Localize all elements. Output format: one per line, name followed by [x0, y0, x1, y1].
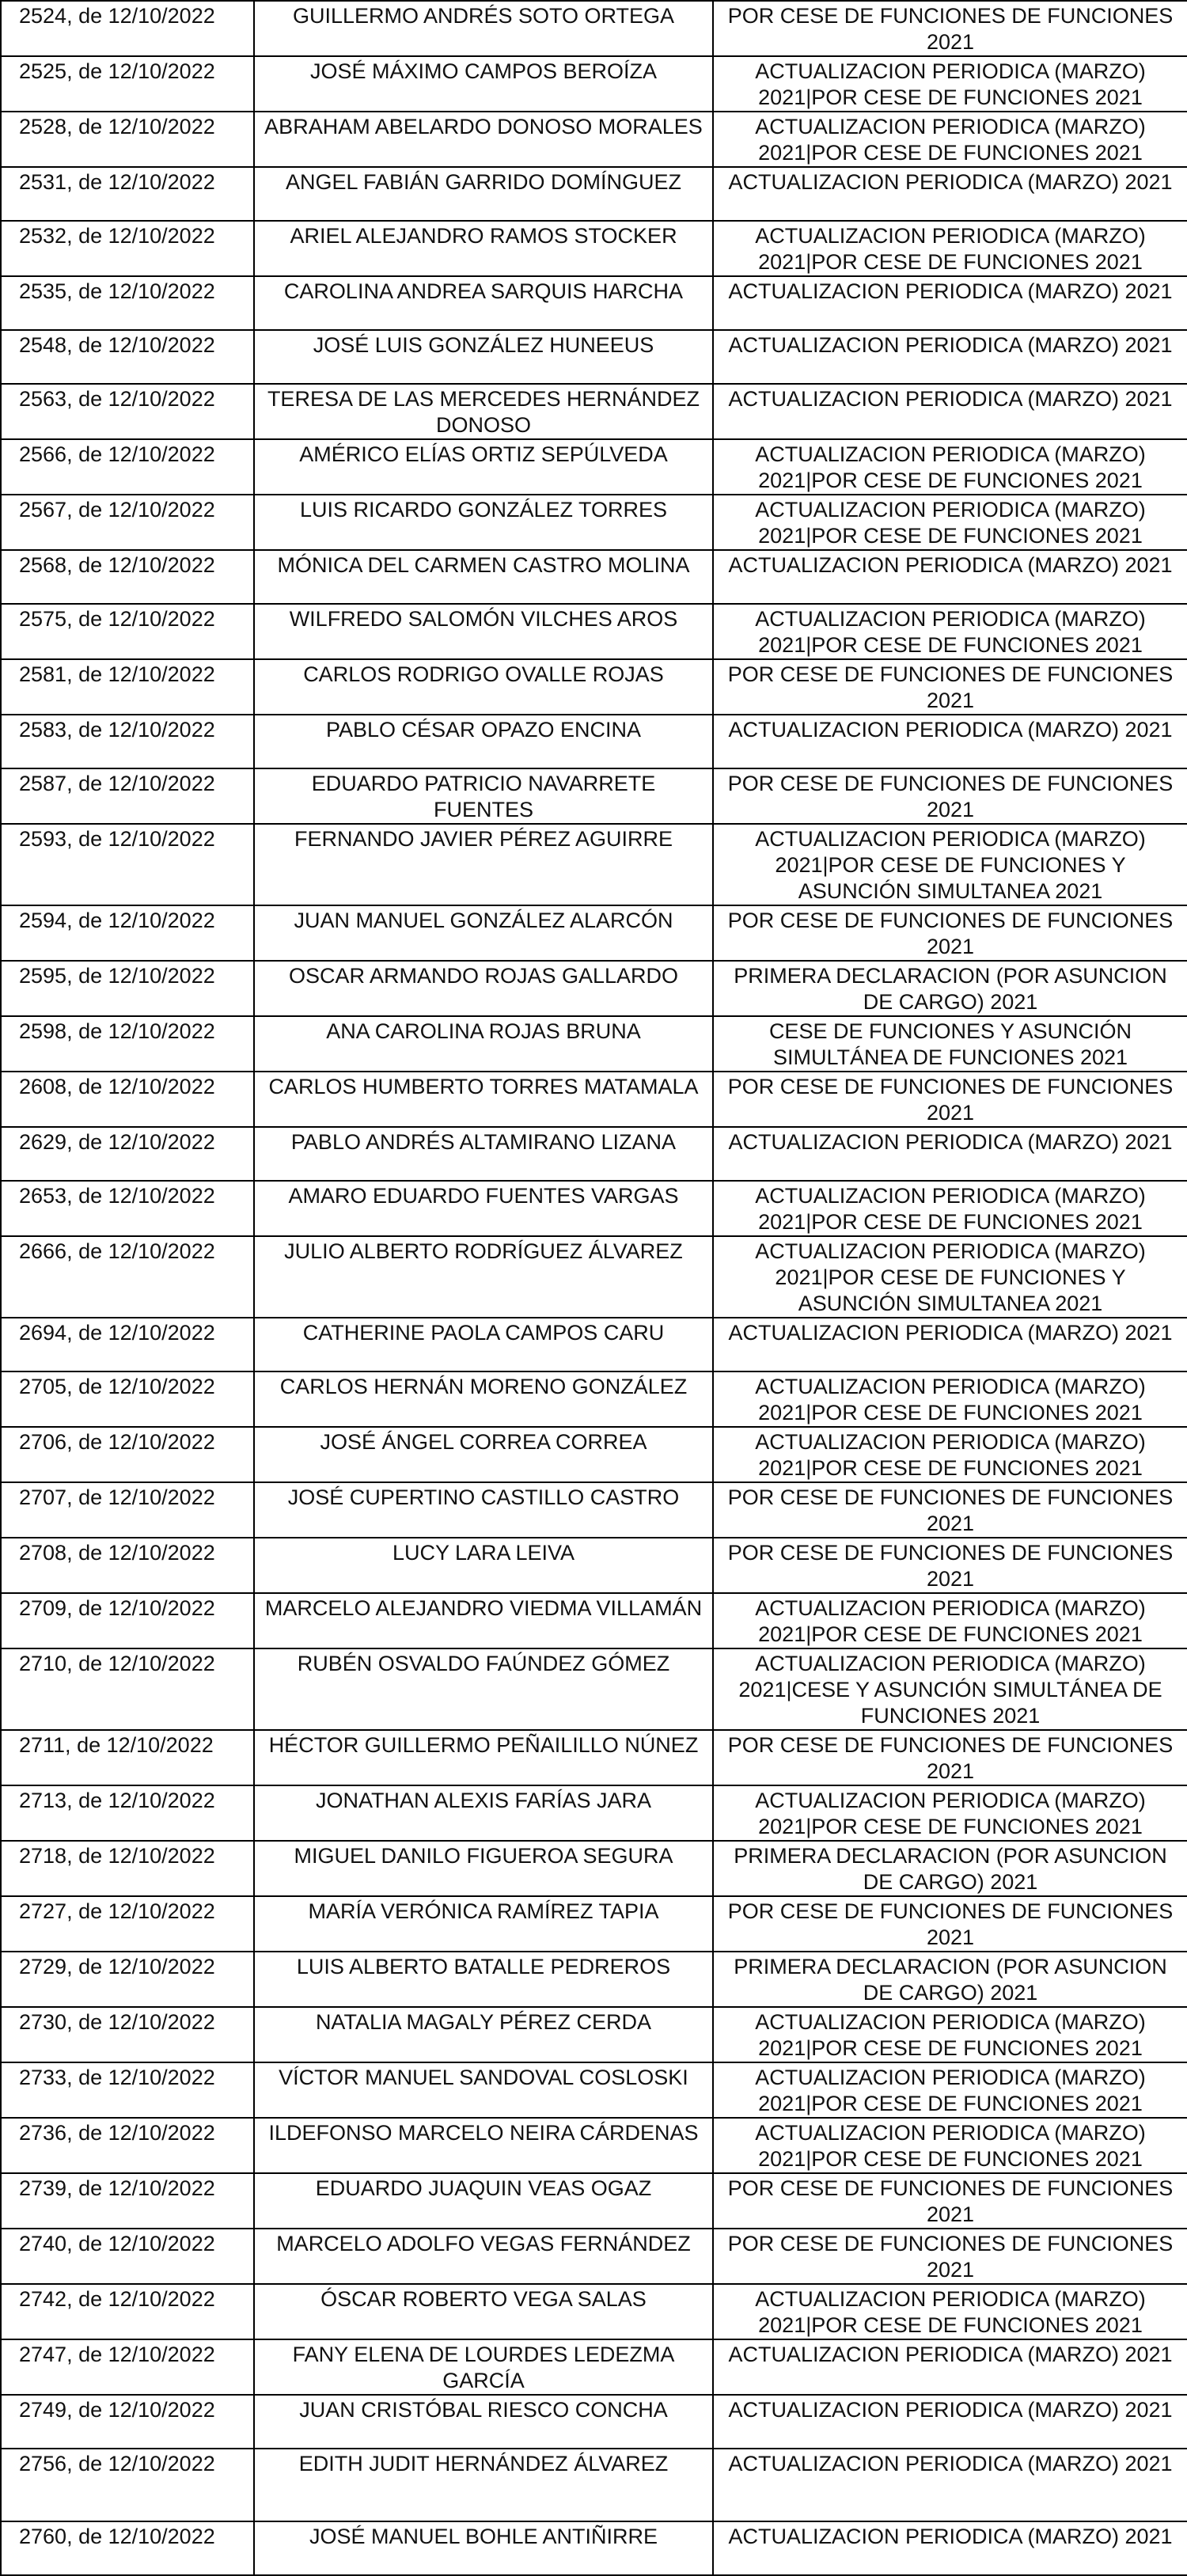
resolution-cell: 2629, de 12/10/2022: [1, 1127, 254, 1181]
table-row: [1, 167, 1187, 221]
person-name-cell: JOSÉ MANUEL BOHLE ANTIÑIRRE: [254, 2521, 713, 2575]
table-row: [1, 1482, 1187, 1538]
resolution-cell: 2709, de 12/10/2022: [1, 1593, 254, 1648]
table-row: [1, 1072, 1187, 1127]
declaration-type-cell: POR CESE DE FUNCIONES DE FUNCIONES 2021: [713, 2173, 1187, 2229]
person-name-cell: JOSÉ CUPERTINO CASTILLO CASTRO: [254, 1482, 713, 1538]
person-name-cell: FERNANDO JAVIER PÉREZ AGUIRRE: [254, 824, 713, 905]
declaration-type-cell: CESE DE FUNCIONES Y ASUNCIÓN SIMULTÁNEA DE FUNCIONES 2021: [713, 1016, 1187, 1072]
table-row: [1, 1785, 1187, 1841]
declaration-type-cell: ACTUALIZACION PERIODICA (MARZO) 2021: [713, 330, 1187, 384]
declaration-type-cell: ACTUALIZACION PERIODICA (MARZO) 2021|POR CESE DE FUNCIONES 2021: [713, 1785, 1187, 1841]
table-row: [1, 1841, 1187, 1896]
declaration-type-cell: ACTUALIZACION PERIODICA (MARZO) 2021|POR CESE DE FUNCIONES 2021: [713, 1427, 1187, 1482]
resolution-cell: 2598, de 12/10/2022: [1, 1016, 254, 1072]
table-row: [1, 550, 1187, 604]
person-name-cell: OSCAR ARMANDO ROJAS GALLARDO: [254, 961, 713, 1016]
resolution-cell: 2548, de 12/10/2022: [1, 330, 254, 384]
person-name-cell: JULIO ALBERTO RODRÍGUEZ ÁLVAREZ: [254, 1236, 713, 1318]
declaration-type-cell: POR CESE DE FUNCIONES DE FUNCIONES 2021: [713, 1538, 1187, 1593]
table-row: [1, 2449, 1187, 2521]
declaration-type-cell: ACTUALIZACION PERIODICA (MARZO) 2021: [713, 550, 1187, 604]
table-row: [1, 1016, 1187, 1072]
resolution-cell: 2742, de 12/10/2022: [1, 2284, 254, 2339]
table-row: [1, 1427, 1187, 1482]
declaration-type-cell: POR CESE DE FUNCIONES DE FUNCIONES 2021: [713, 1896, 1187, 1952]
resolution-cell: 2694, de 12/10/2022: [1, 1318, 254, 1371]
resolution-cell: 2535, de 12/10/2022: [1, 276, 254, 330]
resolution-cell: 2708, de 12/10/2022: [1, 1538, 254, 1593]
resolution-cell: 2575, de 12/10/2022: [1, 604, 254, 659]
resolution-cell: 2729, de 12/10/2022: [1, 1952, 254, 2007]
person-name-cell: MARCELO ADOLFO VEGAS FERNÁNDEZ: [254, 2229, 713, 2284]
table-row: [1, 1593, 1187, 1648]
table-row: [1, 961, 1187, 1016]
declaration-type-cell: ACTUALIZACION PERIODICA (MARZO) 2021: [713, 276, 1187, 330]
person-name-cell: FANY ELENA DE LOURDES LEDEZMA GARCÍA: [254, 2339, 713, 2395]
table-row: [1, 112, 1187, 167]
resolution-cell: 2566, de 12/10/2022: [1, 439, 254, 495]
table-row: [1, 1318, 1187, 1371]
resolution-cell: 2711, de 12/10/2022: [1, 1730, 254, 1785]
person-name-cell: CARLOS HERNÁN MORENO GONZÁLEZ: [254, 1371, 713, 1427]
table-row: [1, 2229, 1187, 2284]
declaration-type-cell: ACTUALIZACION PERIODICA (MARZO) 2021|POR CESE DE FUNCIONES 2021: [713, 221, 1187, 276]
declaration-type-cell: ACTUALIZACION PERIODICA (MARZO) 2021: [713, 2339, 1187, 2395]
declaration-type-cell: ACTUALIZACION PERIODICA (MARZO) 2021|POR CESE DE FUNCIONES 2021: [713, 112, 1187, 167]
resolution-cell: 2666, de 12/10/2022: [1, 1236, 254, 1318]
person-name-cell: ANA CAROLINA ROJAS BRUNA: [254, 1016, 713, 1072]
person-name-cell: RUBÉN OSVALDO FAÚNDEZ GÓMEZ: [254, 1648, 713, 1730]
table-body: [1, 1, 1187, 2575]
person-name-cell: HÉCTOR GUILLERMO PEÑAILILLO NÚNEZ: [254, 1730, 713, 1785]
table-row: [1, 2062, 1187, 2118]
table-row: [1, 1538, 1187, 1593]
person-name-cell: EDUARDO PATRICIO NAVARRETE FUENTES: [254, 768, 713, 824]
table-row: [1, 2521, 1187, 2575]
declaration-type-cell: ACTUALIZACION PERIODICA (MARZO) 2021|POR CESE DE FUNCIONES 2021: [713, 1181, 1187, 1236]
declaration-type-cell: ACTUALIZACION PERIODICA (MARZO) 2021|POR CESE DE FUNCIONES 2021: [713, 604, 1187, 659]
declaration-type-cell: ACTUALIZACION PERIODICA (MARZO) 2021: [713, 2395, 1187, 2449]
resolution-cell: 2747, de 12/10/2022: [1, 2339, 254, 2395]
declaration-type-cell: ACTUALIZACION PERIODICA (MARZO) 2021: [713, 2521, 1187, 2575]
declaration-type-cell: POR CESE DE FUNCIONES DE FUNCIONES 2021: [713, 1482, 1187, 1538]
resolution-cell: 2532, de 12/10/2022: [1, 221, 254, 276]
table-row: [1, 1896, 1187, 1952]
resolution-cell: 2740, de 12/10/2022: [1, 2229, 254, 2284]
person-name-cell: ARIEL ALEJANDRO RAMOS STOCKER: [254, 221, 713, 276]
declaration-type-cell: ACTUALIZACION PERIODICA (MARZO) 2021|POR CESE DE FUNCIONES 2021: [713, 2062, 1187, 2118]
person-name-cell: JOSÉ ÁNGEL CORREA CORREA: [254, 1427, 713, 1482]
resolution-cell: 2595, de 12/10/2022: [1, 961, 254, 1016]
declaration-type-cell: ACTUALIZACION PERIODICA (MARZO) 2021|POR CESE DE FUNCIONES 2021: [713, 495, 1187, 550]
resolution-cell: 2736, de 12/10/2022: [1, 2118, 254, 2173]
declaration-type-cell: ACTUALIZACION PERIODICA (MARZO) 2021|POR CESE DE FUNCIONES 2021: [713, 1593, 1187, 1648]
resolution-cell: 2707, de 12/10/2022: [1, 1482, 254, 1538]
resolution-cell: 2563, de 12/10/2022: [1, 384, 254, 439]
declaration-type-cell: ACTUALIZACION PERIODICA (MARZO) 2021: [713, 384, 1187, 439]
person-name-cell: CAROLINA ANDREA SARQUIS HARCHA: [254, 276, 713, 330]
declaration-type-cell: ACTUALIZACION PERIODICA (MARZO) 2021|POR CESE DE FUNCIONES Y ASUNCIÓN SIMULTANEA 2021: [713, 1236, 1187, 1318]
table-row: [1, 1730, 1187, 1785]
resolution-cell: 2567, de 12/10/2022: [1, 495, 254, 550]
declaration-type-cell: ACTUALIZACION PERIODICA (MARZO) 2021: [713, 1127, 1187, 1181]
person-name-cell: JUAN MANUEL GONZÁLEZ ALARCÓN: [254, 905, 713, 961]
table-row: [1, 905, 1187, 961]
resolution-cell: 2733, de 12/10/2022: [1, 2062, 254, 2118]
table-row: [1, 1127, 1187, 1181]
table-row: [1, 56, 1187, 112]
person-name-cell: ÓSCAR ROBERTO VEGA SALAS: [254, 2284, 713, 2339]
table-row: [1, 2339, 1187, 2395]
table-row: [1, 2173, 1187, 2229]
resolution-cell: 2739, de 12/10/2022: [1, 2173, 254, 2229]
resolution-cell: 2727, de 12/10/2022: [1, 1896, 254, 1952]
person-name-cell: LUIS ALBERTO BATALLE PEDREROS: [254, 1952, 713, 2007]
resolution-cell: 2705, de 12/10/2022: [1, 1371, 254, 1427]
person-name-cell: WILFREDO SALOMÓN VILCHES AROS: [254, 604, 713, 659]
declaration-type-cell: PRIMERA DECLARACION (POR ASUNCION DE CARGO) 2021: [713, 1841, 1187, 1896]
resolution-cell: 2594, de 12/10/2022: [1, 905, 254, 961]
person-name-cell: MARÍA VERÓNICA RAMÍREZ TAPIA: [254, 1896, 713, 1952]
person-name-cell: EDITH JUDIT HERNÁNDEZ ÁLVAREZ: [254, 2449, 713, 2521]
resolution-cell: 2760, de 12/10/2022: [1, 2521, 254, 2575]
declaration-type-cell: POR CESE DE FUNCIONES DE FUNCIONES 2021: [713, 1730, 1187, 1785]
table-row: [1, 439, 1187, 495]
person-name-cell: PABLO CÉSAR OPAZO ENCINA: [254, 715, 713, 768]
person-name-cell: LUCY LARA LEIVA: [254, 1538, 713, 1593]
resolution-cell: 2756, de 12/10/2022: [1, 2449, 254, 2521]
resolution-cell: 2608, de 12/10/2022: [1, 1072, 254, 1127]
declaration-type-cell: PRIMERA DECLARACION (POR ASUNCION DE CARGO) 2021: [713, 1952, 1187, 2007]
table-row: [1, 2284, 1187, 2339]
resolution-cell: 2718, de 12/10/2022: [1, 1841, 254, 1896]
person-name-cell: AMARO EDUARDO FUENTES VARGAS: [254, 1181, 713, 1236]
table-row: [1, 715, 1187, 768]
table-row: [1, 768, 1187, 824]
resolution-cell: 2531, de 12/10/2022: [1, 167, 254, 221]
resolution-cell: 2653, de 12/10/2022: [1, 1181, 254, 1236]
resolution-cell: 2713, de 12/10/2022: [1, 1785, 254, 1841]
table-row: [1, 384, 1187, 439]
table-row: [1, 604, 1187, 659]
declaration-type-cell: POR CESE DE FUNCIONES DE FUNCIONES 2021: [713, 1, 1187, 56]
table-row: [1, 1952, 1187, 2007]
table-row: [1, 2007, 1187, 2062]
person-name-cell: ABRAHAM ABELARDO DONOSO MORALES: [254, 112, 713, 167]
declaration-type-cell: ACTUALIZACION PERIODICA (MARZO) 2021|POR CESE DE FUNCIONES 2021: [713, 2118, 1187, 2173]
declaration-type-cell: ACTUALIZACION PERIODICA (MARZO) 2021: [713, 715, 1187, 768]
resolution-cell: 2593, de 12/10/2022: [1, 824, 254, 905]
table-row: [1, 1371, 1187, 1427]
table-row: [1, 2395, 1187, 2449]
person-name-cell: CATHERINE PAOLA CAMPOS CARU: [254, 1318, 713, 1371]
declaration-type-cell: ACTUALIZACION PERIODICA (MARZO) 2021: [713, 167, 1187, 221]
table-row: [1, 330, 1187, 384]
table-row: [1, 1648, 1187, 1730]
resolution-cell: 2528, de 12/10/2022: [1, 112, 254, 167]
table-row: [1, 495, 1187, 550]
person-name-cell: CARLOS RODRIGO OVALLE ROJAS: [254, 659, 713, 715]
resolution-cell: 2568, de 12/10/2022: [1, 550, 254, 604]
declaration-type-cell: POR CESE DE FUNCIONES DE FUNCIONES 2021: [713, 659, 1187, 715]
declaration-type-cell: ACTUALIZACION PERIODICA (MARZO) 2021|POR CESE DE FUNCIONES 2021: [713, 1371, 1187, 1427]
declaration-type-cell: PRIMERA DECLARACION (POR ASUNCION DE CARGO) 2021: [713, 961, 1187, 1016]
person-name-cell: JUAN CRISTÓBAL RIESCO CONCHA: [254, 2395, 713, 2449]
declaration-type-cell: POR CESE DE FUNCIONES DE FUNCIONES 2021: [713, 905, 1187, 961]
person-name-cell: EDUARDO JUAQUIN VEAS OGAZ: [254, 2173, 713, 2229]
person-name-cell: NATALIA MAGALY PÉREZ CERDA: [254, 2007, 713, 2062]
resolution-cell: 2524, de 12/10/2022: [1, 1, 254, 56]
person-name-cell: ILDEFONSO MARCELO NEIRA CÁRDENAS: [254, 2118, 713, 2173]
table-row: [1, 1, 1187, 56]
table-row: [1, 1181, 1187, 1236]
table-row: [1, 1236, 1187, 1318]
declaration-type-cell: ACTUALIZACION PERIODICA (MARZO) 2021|POR CESE DE FUNCIONES 2021: [713, 439, 1187, 495]
declaration-type-cell: POR CESE DE FUNCIONES DE FUNCIONES 2021: [713, 768, 1187, 824]
table-row: [1, 824, 1187, 905]
declaration-type-cell: ACTUALIZACION PERIODICA (MARZO) 2021: [713, 2449, 1187, 2521]
person-name-cell: GUILLERMO ANDRÉS SOTO ORTEGA: [254, 1, 713, 56]
declaration-type-cell: ACTUALIZACION PERIODICA (MARZO) 2021: [713, 1318, 1187, 1371]
person-name-cell: LUIS RICARDO GONZÁLEZ TORRES: [254, 495, 713, 550]
declaration-type-cell: ACTUALIZACION PERIODICA (MARZO) 2021|POR CESE DE FUNCIONES 2021: [713, 56, 1187, 112]
declaration-type-cell: ACTUALIZACION PERIODICA (MARZO) 2021|POR CESE DE FUNCIONES Y ASUNCIÓN SIMULTANEA 2021: [713, 824, 1187, 905]
person-name-cell: MARCELO ALEJANDRO VIEDMA VILLAMÁN: [254, 1593, 713, 1648]
person-name-cell: JONATHAN ALEXIS FARÍAS JARA: [254, 1785, 713, 1841]
declaration-type-cell: ACTUALIZACION PERIODICA (MARZO) 2021|CESE Y ASUNCIÓN SIMULTÁNEA DE FUNCIONES 2021: [713, 1648, 1187, 1730]
resolution-cell: 2710, de 12/10/2022: [1, 1648, 254, 1730]
person-name-cell: PABLO ANDRÉS ALTAMIRANO LIZANA: [254, 1127, 713, 1181]
declaration-type-cell: POR CESE DE FUNCIONES DE FUNCIONES 2021: [713, 1072, 1187, 1127]
table-row: [1, 659, 1187, 715]
resolution-cell: 2581, de 12/10/2022: [1, 659, 254, 715]
person-name-cell: CARLOS HUMBERTO TORRES MATAMALA: [254, 1072, 713, 1127]
declaration-type-cell: POR CESE DE FUNCIONES DE FUNCIONES 2021: [713, 2229, 1187, 2284]
resolution-cell: 2525, de 12/10/2022: [1, 56, 254, 112]
table-row: [1, 2118, 1187, 2173]
person-name-cell: ANGEL FABIÁN GARRIDO DOMÍNGUEZ: [254, 167, 713, 221]
resolution-cell: 2587, de 12/10/2022: [1, 768, 254, 824]
table-row: [1, 276, 1187, 330]
person-name-cell: JOSÉ LUIS GONZÁLEZ HUNEEUS: [254, 330, 713, 384]
declaration-type-cell: ACTUALIZACION PERIODICA (MARZO) 2021|POR CESE DE FUNCIONES 2021: [713, 2284, 1187, 2339]
person-name-cell: JOSÉ MÁXIMO CAMPOS BEROÍZA: [254, 56, 713, 112]
resolution-cell: 2583, de 12/10/2022: [1, 715, 254, 768]
person-name-cell: MÓNICA DEL CARMEN CASTRO MOLINA: [254, 550, 713, 604]
person-name-cell: TERESA DE LAS MERCEDES HERNÁNDEZ DONOSO: [254, 384, 713, 439]
person-name-cell: MIGUEL DANILO FIGUEROA SEGURA: [254, 1841, 713, 1896]
resolution-cell: 2749, de 12/10/2022: [1, 2395, 254, 2449]
declaration-type-cell: ACTUALIZACION PERIODICA (MARZO) 2021|POR CESE DE FUNCIONES 2021: [713, 2007, 1187, 2062]
person-name-cell: AMÉRICO ELÍAS ORTIZ SEPÚLVEDA: [254, 439, 713, 495]
table-row: [1, 221, 1187, 276]
person-name-cell: VÍCTOR MANUEL SANDOVAL COSLOSKI: [254, 2062, 713, 2118]
resolution-cell: 2706, de 12/10/2022: [1, 1427, 254, 1482]
resolution-cell: 2730, de 12/10/2022: [1, 2007, 254, 2062]
